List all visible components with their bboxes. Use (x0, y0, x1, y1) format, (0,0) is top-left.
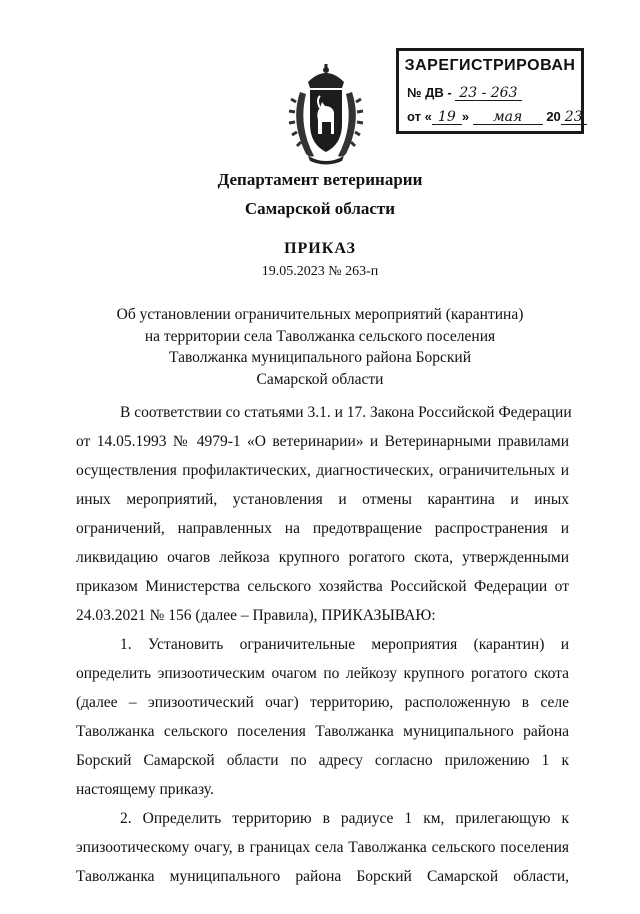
subject-line: Самарской области (256, 370, 384, 388)
body-line: Борский Самарской области по адресу согласно приложению 1 к (76, 752, 569, 769)
subject-line: Таволжанка муниципального района Борский (168, 349, 471, 366)
body-line: приказом Министерства сельского хозяйства Российской Федерации от (76, 578, 569, 595)
stamp-date-year-suffix: 23 (561, 110, 587, 125)
body-line: осуществления профилактических, диагностических, ограничительных и (76, 462, 569, 479)
body-line: Таволжанка муниципального района Борский Самарской области, (76, 868, 569, 885)
registration-stamp (396, 48, 584, 134)
body-line: определить эпизоотическим очагом по лейкозу крупного рогатого скота (76, 665, 569, 682)
order-subject (0, 304, 640, 390)
stamp-date-day: 19 (432, 110, 462, 125)
stamp-date-year-prefix: 20 (546, 109, 561, 124)
stamp-date-prefix: от « (407, 109, 432, 124)
body-line: (далее – эпизоотический очаг) территорию, расположенную в селе (76, 694, 569, 711)
body-line: В соответствии со статьями 3.1. и 17. Закона Российской Федерации (120, 404, 572, 421)
stamp-date-row (407, 109, 587, 125)
body-line: 24.03.2021 № 156 (далее – Правила), ПРИКАЗЫВАЮ: (76, 607, 436, 624)
body-line: эпизоотическому очагу, в границах села Таволжанка сельского поселения (76, 839, 569, 856)
stamp-number-prefix: № ДВ - (407, 85, 452, 100)
body-line: ограничений, направленных на предотвращение распространения и (76, 520, 569, 537)
body-line: ликвидацию очагов лейкоза крупного рогатого скота, утвержденными (76, 549, 569, 566)
subject-line: Об установлении ограничительных мероприятий (карантина) (116, 306, 524, 323)
stamp-number-row (407, 85, 522, 101)
stamp-title: ЗАРЕГИСТРИРОВАН (404, 57, 576, 74)
body-line: настоящему приказу. (76, 781, 214, 798)
order-title: ПРИКАЗ (284, 240, 356, 257)
order-body (76, 398, 572, 891)
body-line: Таволжанка сельского поселения Таволжанка муниципального района (76, 723, 569, 740)
body-line: от 14.05.1993 № 4979-1 «О ветеринарии» и Ветеринарными правилами (76, 433, 569, 450)
stamp-number-value: 23 - 263 (455, 86, 521, 101)
body-line: 1. Установить ограничительные мероприятия (карантин) и (120, 636, 569, 653)
order-date-number: 19.05.2023 № 263-п (261, 264, 379, 279)
coat-of-arms-icon (286, 62, 366, 168)
body-line: 2. Определить территорию в радиусе 1 км, прилегающую к (120, 810, 569, 827)
subject-line: на территории села Таволжанка сельского поселения (144, 327, 496, 345)
department-region: Самарской области (244, 199, 396, 218)
body-line: иных мероприятий, установления и отмены карантина и иных (76, 491, 569, 508)
department-name: Департамент ветеринарии (217, 170, 423, 189)
stamp-date-mid: » (461, 109, 470, 124)
stamp-date-month: мая (473, 110, 543, 125)
